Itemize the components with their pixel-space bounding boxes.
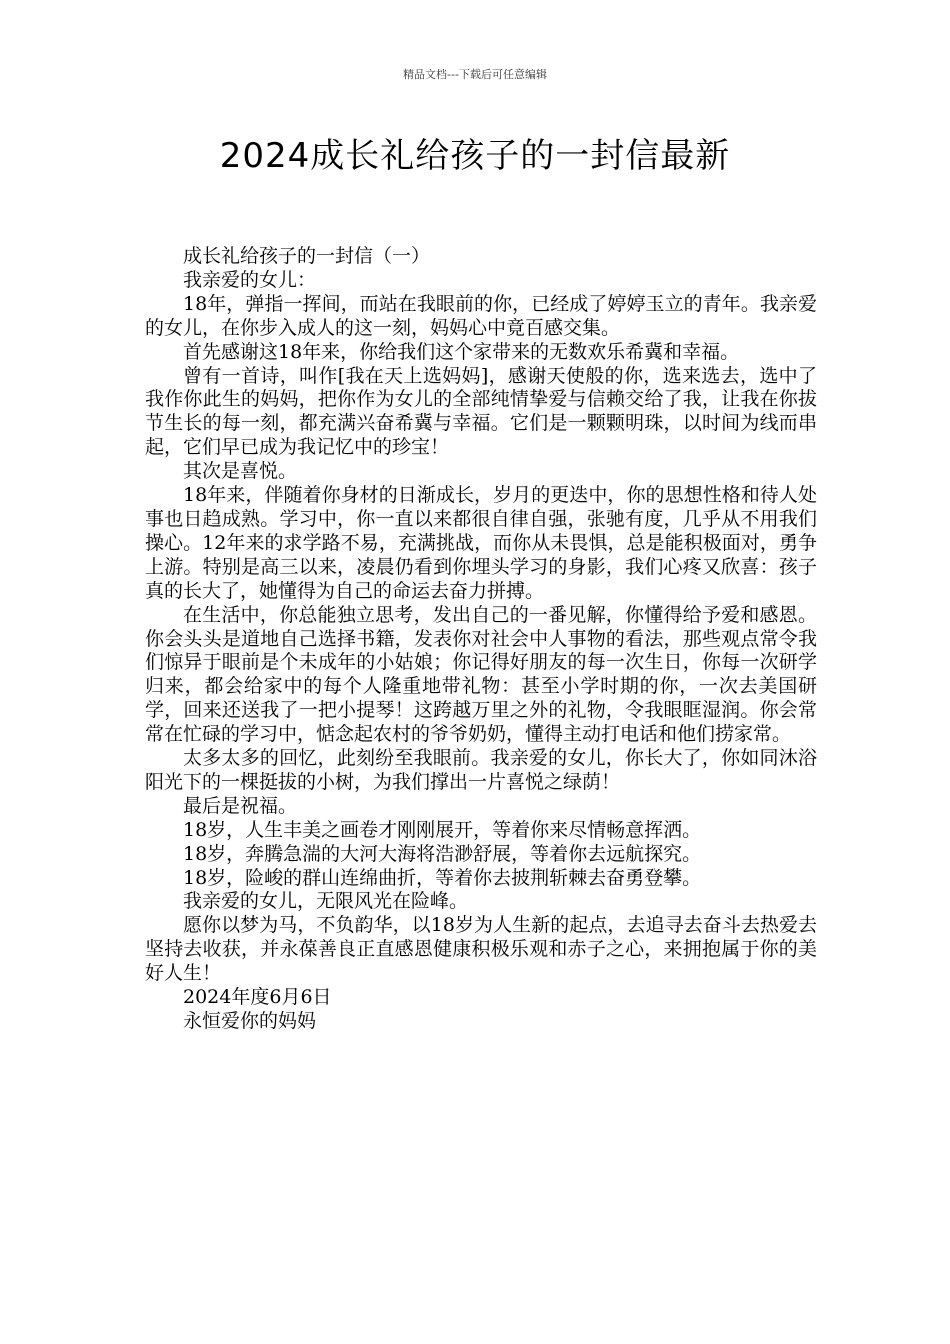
letter-body [145,245,817,1034]
header-note: 精品文档---下载后可任意编辑 [403,68,547,81]
salutation: 我亲爱的女儿： [183,268,317,291]
paragraph: 在生活中，你总能独立思考，发出自己的一番见解，你懂得给予爱和感恩。你会头头是道地自己选择书籍，发表你对社会中人事物的看法，那些观点常令我们惊异于眼前是个未成年的小姑娘；你记得好朋友的每一次生日，你每一次研学归来，都会给家中的每个人隆重地带礼物：甚至小学时期的你，一次去美国研学，回来还送我了一把小提琴！这跨越万里之外的礼物，令我眼眶湿润。你会常常在忙碌的学习中，惦念起农村的爷爷奶奶，懂得主动打电话和他们捞家常。 [145,603,817,746]
paragraph: 首先感谢这18年来，你给我们这个家带来的无数欢乐希冀和幸福。 [183,340,740,363]
letter-date: 2024年度6月6日 [183,986,332,1009]
paragraph: 我亲爱的女儿，无限风光在险峰。 [183,890,469,913]
paragraph: 太多太多的回忆，此刻纷至我眼前。我亲爱的女儿，你长大了，你如同沐浴阳光下的一棵挺拔的小树，为我们撑出一片喜悦之绿荫！ [145,747,817,793]
paragraph: 18岁，奔腾急湍的大河大海将浩渺舒展，等着你去远航探究。 [183,842,702,865]
document-title: 2024成长礼给孩子的一封信最新 [219,136,731,176]
paragraph: 18年来，伴随着你身材的日渐成长，岁月的更迭中，你的思想性格和待人处事也日趋成熟。学习中，你一直以来都很自律自强，张驰有度，几乎从不用我们操心。12年来的求学路不易，充满挑战，而你从未畏惧，总是能积极面对，勇争上游。特别是高三以来，凌晨仍看到你埋头学习的身影，我们心疼又欣喜：孩子真的长大了，她懂得为自己的命运去奋力拼搏。 [145,484,817,602]
letter-heading: 成长礼给孩子的一封信（一） [183,245,431,267]
paragraph: 18岁，险峻的群山连绵曲折，等着你去披荆斩棘去奋勇登攀。 [183,866,702,889]
paragraph: 18岁，人生丰美之画卷才刚刚展开，等着你来尽情畅意挥洒。 [183,818,702,841]
paragraph: 愿你以梦为马，不负韵华，以18岁为人生新的起点，去追寻去奋斗去热爱去坚持去收获，并永葆善良正直感恩健康积极乐观和赤子之心，来拥抱属于你的美好人生！ [145,914,817,985]
paragraph: 曾有一首诗，叫作[我在天上选妈妈]，感谢天使般的你，选来选去，选中了我作你此生的妈妈，把你作为女儿的全部纯情挚爱与信赖交给了我，让我在你拔节生长的每一刻，都充满兴奋希冀与幸福。它们是一颗颗明珠，以时间为线而串起，它们早已成为我记忆中的珍宝！ [145,364,817,459]
paragraph: 18年，弹指一挥间，而站在我眼前的你，已经成了婷婷玉立的青年。我亲爱的女儿，在你步入成人的这一刻，妈妈心中竟百感交集。 [145,292,817,339]
paragraph: 其次是喜悦。 [183,460,298,483]
paragraph: 最后是祝福。 [183,794,298,817]
letter-signature: 永恒爱你的妈妈 [183,1010,317,1032]
